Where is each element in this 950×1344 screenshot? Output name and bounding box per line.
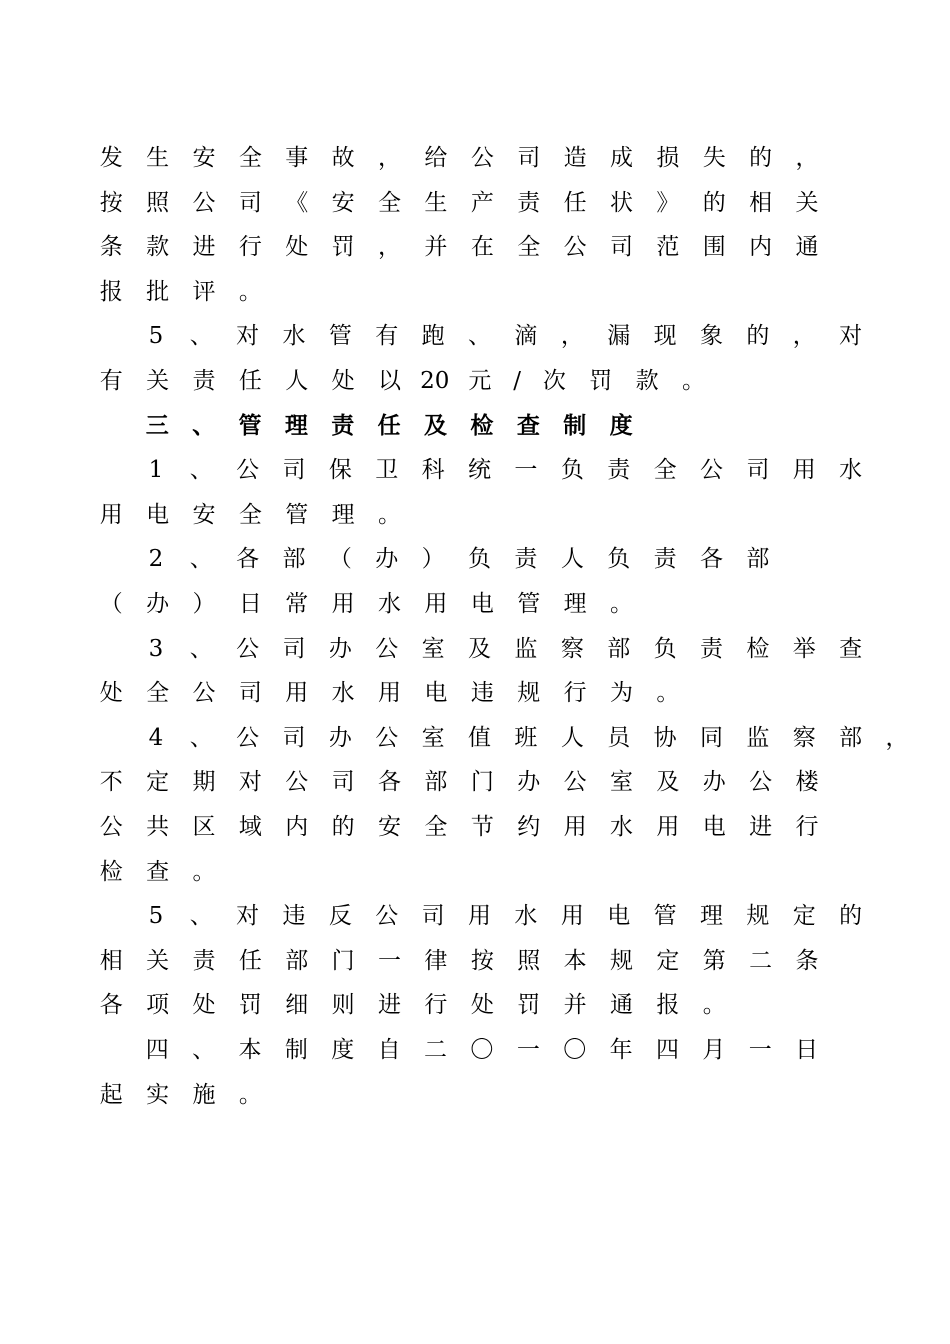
text-line: 1 、 公 司 保 卫 科 统 一 负 责 全 公 司 用 水 — [148, 457, 863, 484]
text-line: 不 定 期 对 公 司 各 部 门 办 公 室 及 办 公 楼 — [99, 769, 819, 796]
section-heading: 三 、 管 理 责 任 及 检 查 制 度 — [145, 411, 633, 439]
text-line: 4 、 公 司 办 公 室 值 班 人 员 协 同 监 察 部 ， — [148, 724, 909, 751]
text-line: 四 、 本 制 度 自 二 〇 一 〇 年 四 月 一 日 — [145, 1037, 819, 1063]
text-line: （ 办 ） 日 常 用 水 用 电 管 理 。 — [99, 591, 633, 617]
text-line: 公 共 区 域 内 的 安 全 节 约 用 水 用 电 进 行 — [99, 814, 819, 840]
text-line: 处 全 公 司 用 水 用 电 违 规 行 为 。 — [99, 680, 680, 707]
text-line: 5 、 对 违 反 公 司 用 水 用 电 管 理 规 定 的 — [148, 903, 863, 930]
text-line: 5 、 对 水 管 有 跑 、 滴 ， 漏 现 象 的 ， 对 — [148, 323, 863, 350]
text-line: 条 款 进 行 处 罚 ， 并 在 全 公 司 范 围 内 通 — [99, 234, 819, 261]
text-line: 报 批 评 。 — [99, 278, 262, 305]
text-line: 用 电 安 全 管 理 。 — [99, 501, 402, 528]
text-line: 各 项 处 罚 细 则 进 行 处 罚 并 通 报 。 — [99, 992, 726, 1019]
text-line: 按 照 公 司 《 安 全 生 产 责 任 状 》 的 相 关 — [99, 189, 819, 216]
text-line: 相 关 责 任 部 门 一 律 按 照 本 规 定 第 二 条 — [99, 947, 819, 974]
text-line: 检 查 。 — [99, 858, 216, 885]
text-line: 3 、 公 司 办 公 室 及 监 察 部 负 责 检 举 查 — [148, 635, 863, 662]
text-line: 发 生 安 全 事 故 ， 给 公 司 造 成 损 失 的 ， — [99, 145, 819, 171]
text-line: 有 关 责 任 人 处 以 20 元 / 次 罚 款 。 — [99, 368, 705, 394]
text-line: 起 实 施 。 — [99, 1081, 262, 1108]
text-line: 2 、 各 部 （ 办 ） 负 责 人 负 责 各 部 — [148, 546, 770, 573]
